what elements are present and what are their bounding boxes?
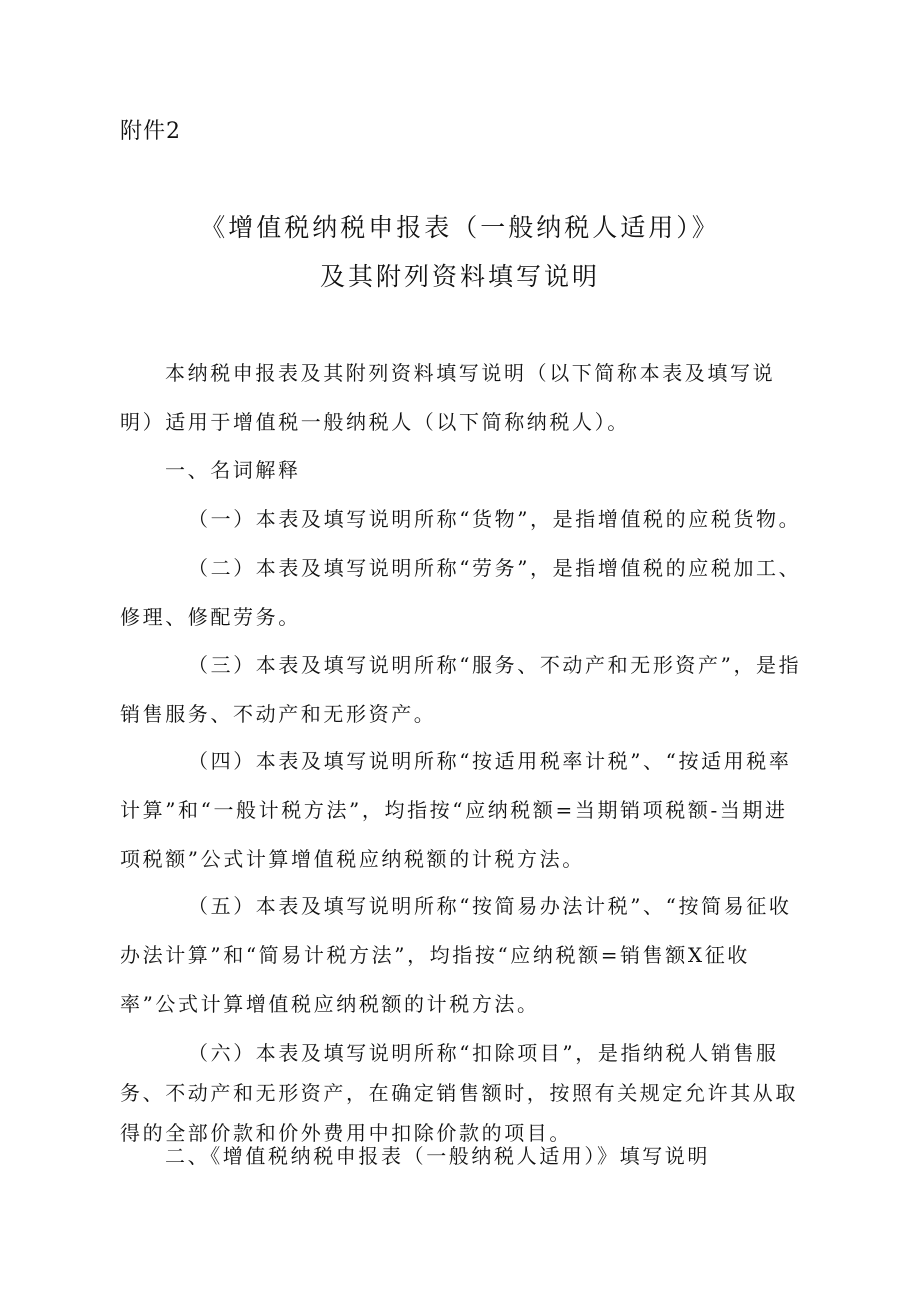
definition-simple-method: （五）本表及填写说明所称“按简易办法计税”、“按简易征收办法计算”和“简易计税方法”，均指按“应纳税额=销售额X征收率”公式计算增值税应纳税额的计税方法。 (120, 894, 792, 1016)
definition-labor: （二）本表及填写说明所称“劳务”，是指增值税的应税加工、修理、修配劳务。 (120, 556, 802, 629)
section-heading-form-instructions: 二、《增值税纳税申报表（一般纳税人适用）》填写说明 (165, 1144, 710, 1168)
definition-goods: （一）本表及填写说明所称“货物”，是指增值税的应税货物。 (188, 507, 802, 531)
definition-deductions: （六）本表及填写说明所称“扣除项目”，是指纳税人销售服务、不动产和无形资产，在确定销售额时，按照有关规定允许其从取得的全部价款和价外费用中扣除价款的项目。 (120, 1041, 798, 1145)
definition-general-method: （四）本表及填写说明所称“按适用税率计税”、“按适用税率计算”和“一般计税方法”，均指按“应纳税额=当期销项税额-当期进项税额”公式计算增值税应纳税额的计税方法。 (120, 749, 792, 871)
intro-paragraph: 本纳税申报表及其附列资料填写说明（以下简称本表及填写说明）适用于增值税一般纳税人（以下简称纳税人）。 (120, 361, 776, 434)
attachment-label: 附件2 (120, 119, 181, 144)
section-heading-definitions: 一、名词解释 (165, 458, 301, 482)
document-title-line1: 《增值税纳税申报表（一般纳税人适用）》 (200, 213, 720, 242)
document-title-line2: 及其附列资料填写说明 (319, 262, 600, 291)
definition-services: （三）本表及填写说明所称“服务、不动产和无形资产”，是指销售服务、不动产和无形资产。 (120, 653, 802, 726)
